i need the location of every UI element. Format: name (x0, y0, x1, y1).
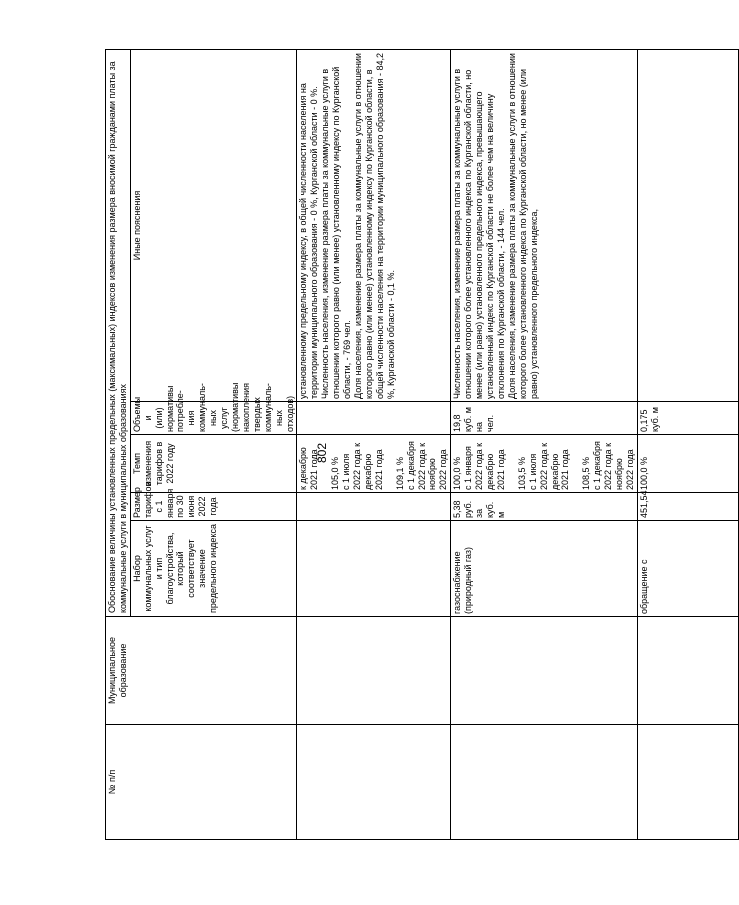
cell-rate (637, 435, 738, 493)
header-municipality: Муниципальное образование (106, 617, 297, 725)
cell-tariff: 5,38 руб. за куб. м (451, 493, 638, 521)
cell-volume (297, 402, 451, 435)
cell-service: газоснабжение (природный газ) (451, 521, 638, 617)
table-row (451, 49, 638, 839)
rate-line: с 1 января 2022 года к декабрю 2021 года (463, 442, 506, 490)
cell-tariff: 451,54 (637, 493, 738, 521)
cell-service: обращение с (637, 521, 738, 617)
rate-line: с 1 декабря 2022 года к ноябрю 2022 года (405, 441, 449, 490)
other-paragraph: Численность населения, изменение размера платы за коммунальные услуги в отношении которого более установленного индекса по Курганской области, но менее (или равно) установленного предельного индекса, превышающего установленный индекс по Курганской области не более чем на величину отклонения по Курганской области, - 144 чел. (452, 68, 506, 399)
cell-num (637, 725, 738, 840)
cell-municipality (637, 617, 738, 725)
rate-line: к декабрю 2021 года (298, 447, 320, 490)
rate-spacer (507, 437, 517, 490)
header-num: № п/п (106, 725, 297, 840)
rate-spacer (385, 437, 395, 490)
cell-volume: 19,8 куб. м на чел. (451, 402, 638, 435)
other-paragraph: установленному предельному индексу, в общей численности населения на территории муниципального образования - 0 %, Курганской области - 0 %. (298, 83, 320, 399)
rate-spacer (320, 437, 330, 490)
cell-num (451, 725, 638, 840)
header-other: Иные пояснения (130, 49, 297, 401)
header-volumes: Объемы и (или) нормативы потребле-ния коммуналь-ных услуг (нормативы накопления твердых коммуналь-ных отходов) (130, 402, 297, 435)
rate-spacer (571, 437, 581, 490)
rate-line: с 1 декабря 2022 года к ноябрю 2022 года (592, 441, 635, 490)
header-tariff: Размер тарифов с 1 января по 30 июня 2022 года (130, 493, 297, 521)
header-justification: Обоснование величины установленных предельных (максимальных) индексов изменения размера вносимой гражданами платы за коммунальные услуги в муниципальных образованиях (106, 49, 131, 616)
cell-volume: 0,175 куб. м (637, 402, 738, 435)
rate-line: 100,0 % (638, 456, 649, 490)
table-row (297, 49, 451, 839)
other-paragraph: Доля населения, изменение размера платы за коммунальные услуги в отношении которого более установленного индекса по Курганской области, но менее (или равно) установленного предельного индекса, (506, 53, 539, 399)
rate-line: 108,5 % (581, 456, 592, 490)
cell-service (297, 521, 451, 617)
other-paragraph: Численность населения, изменение размера платы за коммунальные услуги в отношении которого равно (или менее) установленному индексу по Курганской области, - 769 чел. (320, 66, 353, 399)
cell-num (297, 725, 451, 840)
cell-municipality (297, 617, 451, 725)
tariff-table (105, 49, 739, 840)
rate-line: 103,5 % (516, 456, 527, 490)
cell-other (637, 49, 738, 401)
cell-tariff (297, 493, 451, 521)
table-row (637, 49, 738, 839)
rate-line: с 1 июля 2022 года к декабрю 2021 года (341, 442, 384, 490)
rate-line: 105,0 % (330, 456, 341, 490)
cell-rate (297, 435, 451, 493)
rate-line: с 1 июля 2022 года к декабрю 2021 года (527, 442, 571, 490)
header-rate: Темп изменения тарифов в 2022 году (130, 435, 297, 493)
header-service-set: Набор коммунальных услуг и тип благоустройства, который соответствует значение предельного индекса (130, 521, 297, 617)
cell-other (297, 49, 451, 401)
other-paragraph: Доля населения, изменение размера платы за коммунальные услуги в отношении которого равно (или менее) установленному индексу по Курганской области, в общей численности населения на территории муниципального образования - 84,2 %, Курганской области - 0,1 %. (352, 52, 396, 399)
cell-other (451, 49, 638, 401)
cell-rate (451, 435, 638, 493)
cell-municipality (451, 617, 638, 725)
page-number: 802 (315, 442, 329, 464)
rate-line: 109,1 % (394, 456, 405, 490)
rotated-table-wrapper (105, 50, 660, 840)
rate-line: 100,0 % (452, 456, 463, 490)
